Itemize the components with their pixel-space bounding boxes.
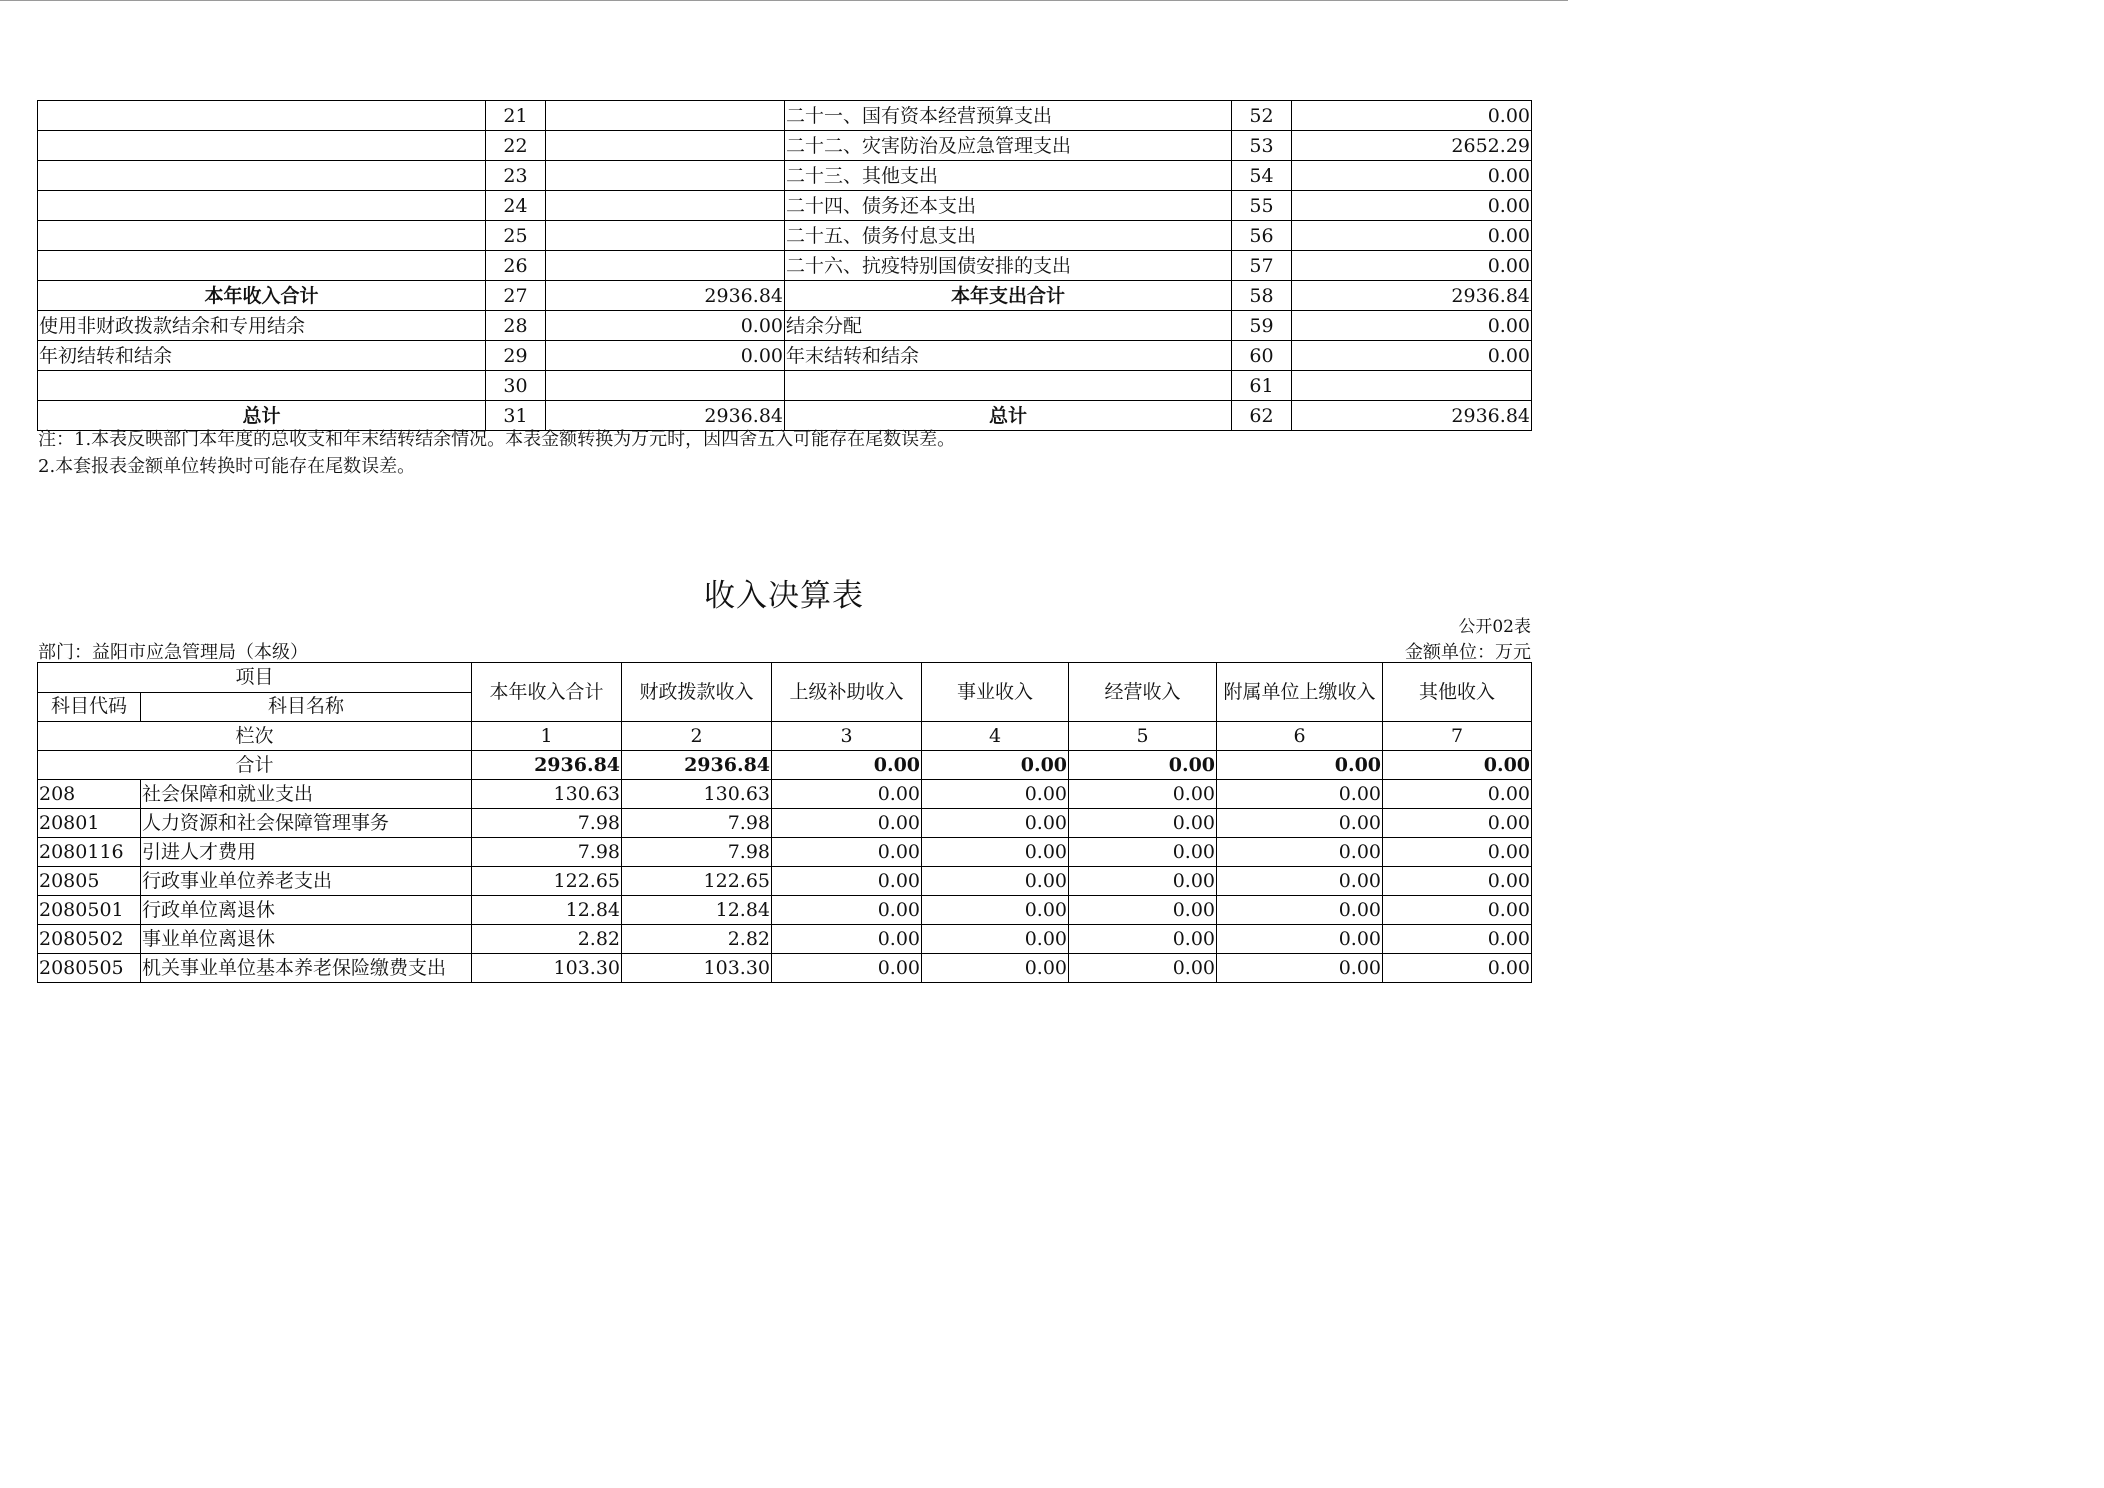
amount-cell: 130.63 bbox=[472, 780, 622, 809]
header-row-1 bbox=[38, 663, 1532, 693]
income-line-no: 27 bbox=[486, 281, 546, 311]
expense-line-no: 53 bbox=[1232, 131, 1292, 161]
expense-item: 总计 bbox=[785, 401, 1232, 431]
income-item bbox=[38, 101, 486, 131]
expense-amount: 0.00 bbox=[1292, 341, 1532, 371]
income-amount bbox=[546, 131, 785, 161]
expense-item: 二十四、债务还本支出 bbox=[785, 191, 1232, 221]
expense-amount: 0.00 bbox=[1292, 161, 1532, 191]
balance-row bbox=[38, 281, 1532, 311]
amount-unit-label: 金额单位：万元 bbox=[1405, 642, 1531, 663]
amount-cell: 7.98 bbox=[472, 809, 622, 838]
table-row bbox=[38, 809, 1532, 838]
column-index-row bbox=[38, 722, 1532, 751]
total-value: 0.00 bbox=[922, 751, 1069, 780]
amount-cell: 0.00 bbox=[922, 838, 1069, 867]
amount-cell: 0.00 bbox=[772, 954, 922, 983]
income-amount bbox=[546, 251, 785, 281]
note-line-1: 注：1.本表反映部门本年度的总收支和年末结转结余情况。本表金额转换为万元时，因四舍五入可能存在尾数误差。 bbox=[38, 429, 956, 450]
income-item bbox=[38, 191, 486, 221]
expense-line-no: 60 bbox=[1232, 341, 1292, 371]
balance-row bbox=[38, 341, 1532, 371]
amount-cell: 0.00 bbox=[1069, 925, 1217, 954]
amount-cell: 7.98 bbox=[472, 838, 622, 867]
col-header-superior-subsidy: 上级补助收入 bbox=[772, 663, 922, 722]
amount-cell: 2.82 bbox=[622, 925, 772, 954]
balance-row bbox=[38, 131, 1532, 161]
amount-cell: 12.84 bbox=[622, 896, 772, 925]
amount-cell: 0.00 bbox=[1069, 809, 1217, 838]
col-number: 5 bbox=[1069, 722, 1217, 751]
balance-row bbox=[38, 221, 1532, 251]
col-number: 3 bbox=[772, 722, 922, 751]
amount-cell: 0.00 bbox=[1069, 867, 1217, 896]
income-amount: 2936.84 bbox=[546, 281, 785, 311]
amount-cell: 0.00 bbox=[1383, 838, 1532, 867]
expense-line-no: 56 bbox=[1232, 221, 1292, 251]
income-report-body bbox=[38, 780, 1532, 983]
amount-cell: 0.00 bbox=[1069, 780, 1217, 809]
income-line-no: 24 bbox=[486, 191, 546, 221]
subject-name: 事业单位离退休 bbox=[141, 925, 472, 954]
expense-item: 二十二、灾害防治及应急管理支出 bbox=[785, 131, 1232, 161]
amount-cell: 0.00 bbox=[922, 954, 1069, 983]
expense-amount: 0.00 bbox=[1292, 251, 1532, 281]
income-line-no: 31 bbox=[486, 401, 546, 431]
subject-name: 人力资源和社会保障管理事务 bbox=[141, 809, 472, 838]
income-amount bbox=[546, 371, 785, 401]
table-row bbox=[38, 896, 1532, 925]
amount-cell: 122.65 bbox=[622, 867, 772, 896]
table-row bbox=[38, 867, 1532, 896]
subject-name: 社会保障和就业支出 bbox=[141, 780, 472, 809]
amount-cell: 0.00 bbox=[1217, 925, 1383, 954]
col-index-label: 栏次 bbox=[38, 722, 472, 751]
expense-line-no: 62 bbox=[1232, 401, 1292, 431]
expense-amount: 2936.84 bbox=[1292, 281, 1532, 311]
expense-amount: 0.00 bbox=[1292, 311, 1532, 341]
amount-cell: 0.00 bbox=[1217, 780, 1383, 809]
expense-line-no: 61 bbox=[1232, 371, 1292, 401]
expense-item bbox=[785, 371, 1232, 401]
subject-code: 20801 bbox=[38, 809, 141, 838]
balance-row bbox=[38, 251, 1532, 281]
code-header: 科目代码 bbox=[38, 692, 141, 722]
col-header-operating: 经营收入 bbox=[1069, 663, 1217, 722]
col-number: 4 bbox=[922, 722, 1069, 751]
expense-item: 二十一、国有资本经营预算支出 bbox=[785, 101, 1232, 131]
amount-cell: 0.00 bbox=[1069, 954, 1217, 983]
amount-cell: 0.00 bbox=[1069, 838, 1217, 867]
total-value: 0.00 bbox=[1383, 751, 1532, 780]
income-item: 年初结转和结余 bbox=[38, 341, 486, 371]
subject-code: 20805 bbox=[38, 867, 141, 896]
subject-name: 行政单位离退休 bbox=[141, 896, 472, 925]
amount-cell: 0.00 bbox=[1217, 838, 1383, 867]
balance-row bbox=[38, 311, 1532, 341]
income-line-no: 21 bbox=[486, 101, 546, 131]
amount-cell: 0.00 bbox=[922, 780, 1069, 809]
expense-amount: 0.00 bbox=[1292, 191, 1532, 221]
income-line-no: 29 bbox=[486, 341, 546, 371]
amount-cell: 0.00 bbox=[1383, 867, 1532, 896]
subject-code: 2080501 bbox=[38, 896, 141, 925]
expense-line-no: 52 bbox=[1232, 101, 1292, 131]
amount-cell: 0.00 bbox=[1217, 954, 1383, 983]
amount-cell: 7.98 bbox=[622, 838, 772, 867]
amount-cell: 2.82 bbox=[472, 925, 622, 954]
income-report-table bbox=[37, 662, 1532, 983]
amount-cell: 0.00 bbox=[922, 867, 1069, 896]
total-value: 0.00 bbox=[1069, 751, 1217, 780]
income-line-no: 30 bbox=[486, 371, 546, 401]
income-line-no: 26 bbox=[486, 251, 546, 281]
table-row bbox=[38, 780, 1532, 809]
col-header-fiscal: 财政拨款收入 bbox=[622, 663, 772, 722]
page-top-border bbox=[0, 0, 1568, 1]
balance-row bbox=[38, 101, 1532, 131]
col-header-total: 本年收入合计 bbox=[472, 663, 622, 722]
expense-item: 年末结转和结余 bbox=[785, 341, 1232, 371]
income-item: 本年收入合计 bbox=[38, 281, 486, 311]
income-line-no: 23 bbox=[486, 161, 546, 191]
expense-amount: 2936.84 bbox=[1292, 401, 1532, 431]
income-amount bbox=[546, 161, 785, 191]
income-item: 使用非财政拨款结余和专用结余 bbox=[38, 311, 486, 341]
amount-cell: 0.00 bbox=[1383, 809, 1532, 838]
amount-cell: 122.65 bbox=[472, 867, 622, 896]
income-item bbox=[38, 161, 486, 191]
amount-cell: 103.30 bbox=[622, 954, 772, 983]
amount-cell: 0.00 bbox=[772, 867, 922, 896]
amount-cell: 0.00 bbox=[1383, 925, 1532, 954]
subject-name: 行政事业单位养老支出 bbox=[141, 867, 472, 896]
balance-row bbox=[38, 191, 1532, 221]
expense-amount bbox=[1292, 371, 1532, 401]
income-item: 总计 bbox=[38, 401, 486, 431]
amount-cell: 130.63 bbox=[622, 780, 772, 809]
balance-row bbox=[38, 161, 1532, 191]
income-amount bbox=[546, 221, 785, 251]
amount-cell: 0.00 bbox=[1383, 780, 1532, 809]
total-value: 0.00 bbox=[772, 751, 922, 780]
expense-line-no: 58 bbox=[1232, 281, 1292, 311]
expense-item: 二十六、抗疫特别国债安排的支出 bbox=[785, 251, 1232, 281]
amount-cell: 0.00 bbox=[1217, 896, 1383, 925]
total-value: 2936.84 bbox=[472, 751, 622, 780]
col-header-affiliated: 附属单位上缴收入 bbox=[1217, 663, 1383, 722]
amount-cell: 7.98 bbox=[622, 809, 772, 838]
expense-item: 二十五、债务付息支出 bbox=[785, 221, 1232, 251]
total-value: 2936.84 bbox=[622, 751, 772, 780]
income-line-no: 25 bbox=[486, 221, 546, 251]
amount-cell: 12.84 bbox=[472, 896, 622, 925]
expense-item: 二十三、其他支出 bbox=[785, 161, 1232, 191]
expense-item: 结余分配 bbox=[785, 311, 1232, 341]
subject-code: 2080502 bbox=[38, 925, 141, 954]
amount-cell: 0.00 bbox=[772, 896, 922, 925]
notes bbox=[38, 426, 955, 480]
balance-table-body bbox=[38, 101, 1532, 431]
subject-code: 2080505 bbox=[38, 954, 141, 983]
expense-line-no: 59 bbox=[1232, 311, 1292, 341]
subject-code: 208 bbox=[38, 780, 141, 809]
col-number: 1 bbox=[472, 722, 622, 751]
note-line-2: 2.本套报表金额单位转换时可能存在尾数误差。 bbox=[38, 456, 416, 477]
expense-amount: 0.00 bbox=[1292, 101, 1532, 131]
amount-cell: 0.00 bbox=[1217, 867, 1383, 896]
subject-name: 引进人才费用 bbox=[141, 838, 472, 867]
income-line-no: 28 bbox=[486, 311, 546, 341]
subject-name: 机关事业单位基本养老保险缴费支出 bbox=[141, 954, 472, 983]
item-header: 项目 bbox=[38, 663, 472, 693]
amount-cell: 0.00 bbox=[1383, 954, 1532, 983]
amount-cell: 0.00 bbox=[1069, 896, 1217, 925]
expense-amount: 2652.29 bbox=[1292, 131, 1532, 161]
income-amount: 2936.84 bbox=[546, 401, 785, 431]
income-amount bbox=[546, 101, 785, 131]
income-item bbox=[38, 131, 486, 161]
total-value: 0.00 bbox=[1217, 751, 1383, 780]
expense-line-no: 57 bbox=[1232, 251, 1292, 281]
report-title: 收入决算表 bbox=[704, 578, 864, 614]
col-number: 7 bbox=[1383, 722, 1532, 751]
table-row bbox=[38, 925, 1532, 954]
expense-item: 本年支出合计 bbox=[785, 281, 1232, 311]
amount-cell: 0.00 bbox=[922, 809, 1069, 838]
department-label: 部门：益阳市应急管理局（本级） bbox=[38, 642, 308, 663]
balance-table bbox=[37, 100, 1532, 431]
total-label: 合计 bbox=[38, 751, 472, 780]
form-number: 公开02表 bbox=[1458, 617, 1531, 637]
amount-cell: 0.00 bbox=[772, 809, 922, 838]
balance-row bbox=[38, 371, 1532, 401]
income-item bbox=[38, 251, 486, 281]
col-number: 6 bbox=[1217, 722, 1383, 751]
table-row bbox=[38, 838, 1532, 867]
amount-cell: 0.00 bbox=[772, 925, 922, 954]
income-amount bbox=[546, 191, 785, 221]
col-header-business: 事业收入 bbox=[922, 663, 1069, 722]
amount-cell: 0.00 bbox=[1383, 896, 1532, 925]
expense-line-no: 54 bbox=[1232, 161, 1292, 191]
total-row bbox=[38, 751, 1532, 780]
subject-code: 2080116 bbox=[38, 838, 141, 867]
expense-amount: 0.00 bbox=[1292, 221, 1532, 251]
name-header: 科目名称 bbox=[141, 692, 472, 722]
amount-cell: 0.00 bbox=[772, 838, 922, 867]
income-item bbox=[38, 371, 486, 401]
amount-cell: 0.00 bbox=[922, 896, 1069, 925]
expense-line-no: 55 bbox=[1232, 191, 1292, 221]
income-amount: 0.00 bbox=[546, 311, 785, 341]
col-number: 2 bbox=[622, 722, 772, 751]
income-line-no: 22 bbox=[486, 131, 546, 161]
amount-cell: 0.00 bbox=[772, 780, 922, 809]
income-item bbox=[38, 221, 486, 251]
amount-cell: 0.00 bbox=[1217, 809, 1383, 838]
income-amount: 0.00 bbox=[546, 341, 785, 371]
amount-cell: 103.30 bbox=[472, 954, 622, 983]
amount-cell: 0.00 bbox=[922, 925, 1069, 954]
col-header-other: 其他收入 bbox=[1383, 663, 1532, 722]
table-row bbox=[38, 954, 1532, 983]
